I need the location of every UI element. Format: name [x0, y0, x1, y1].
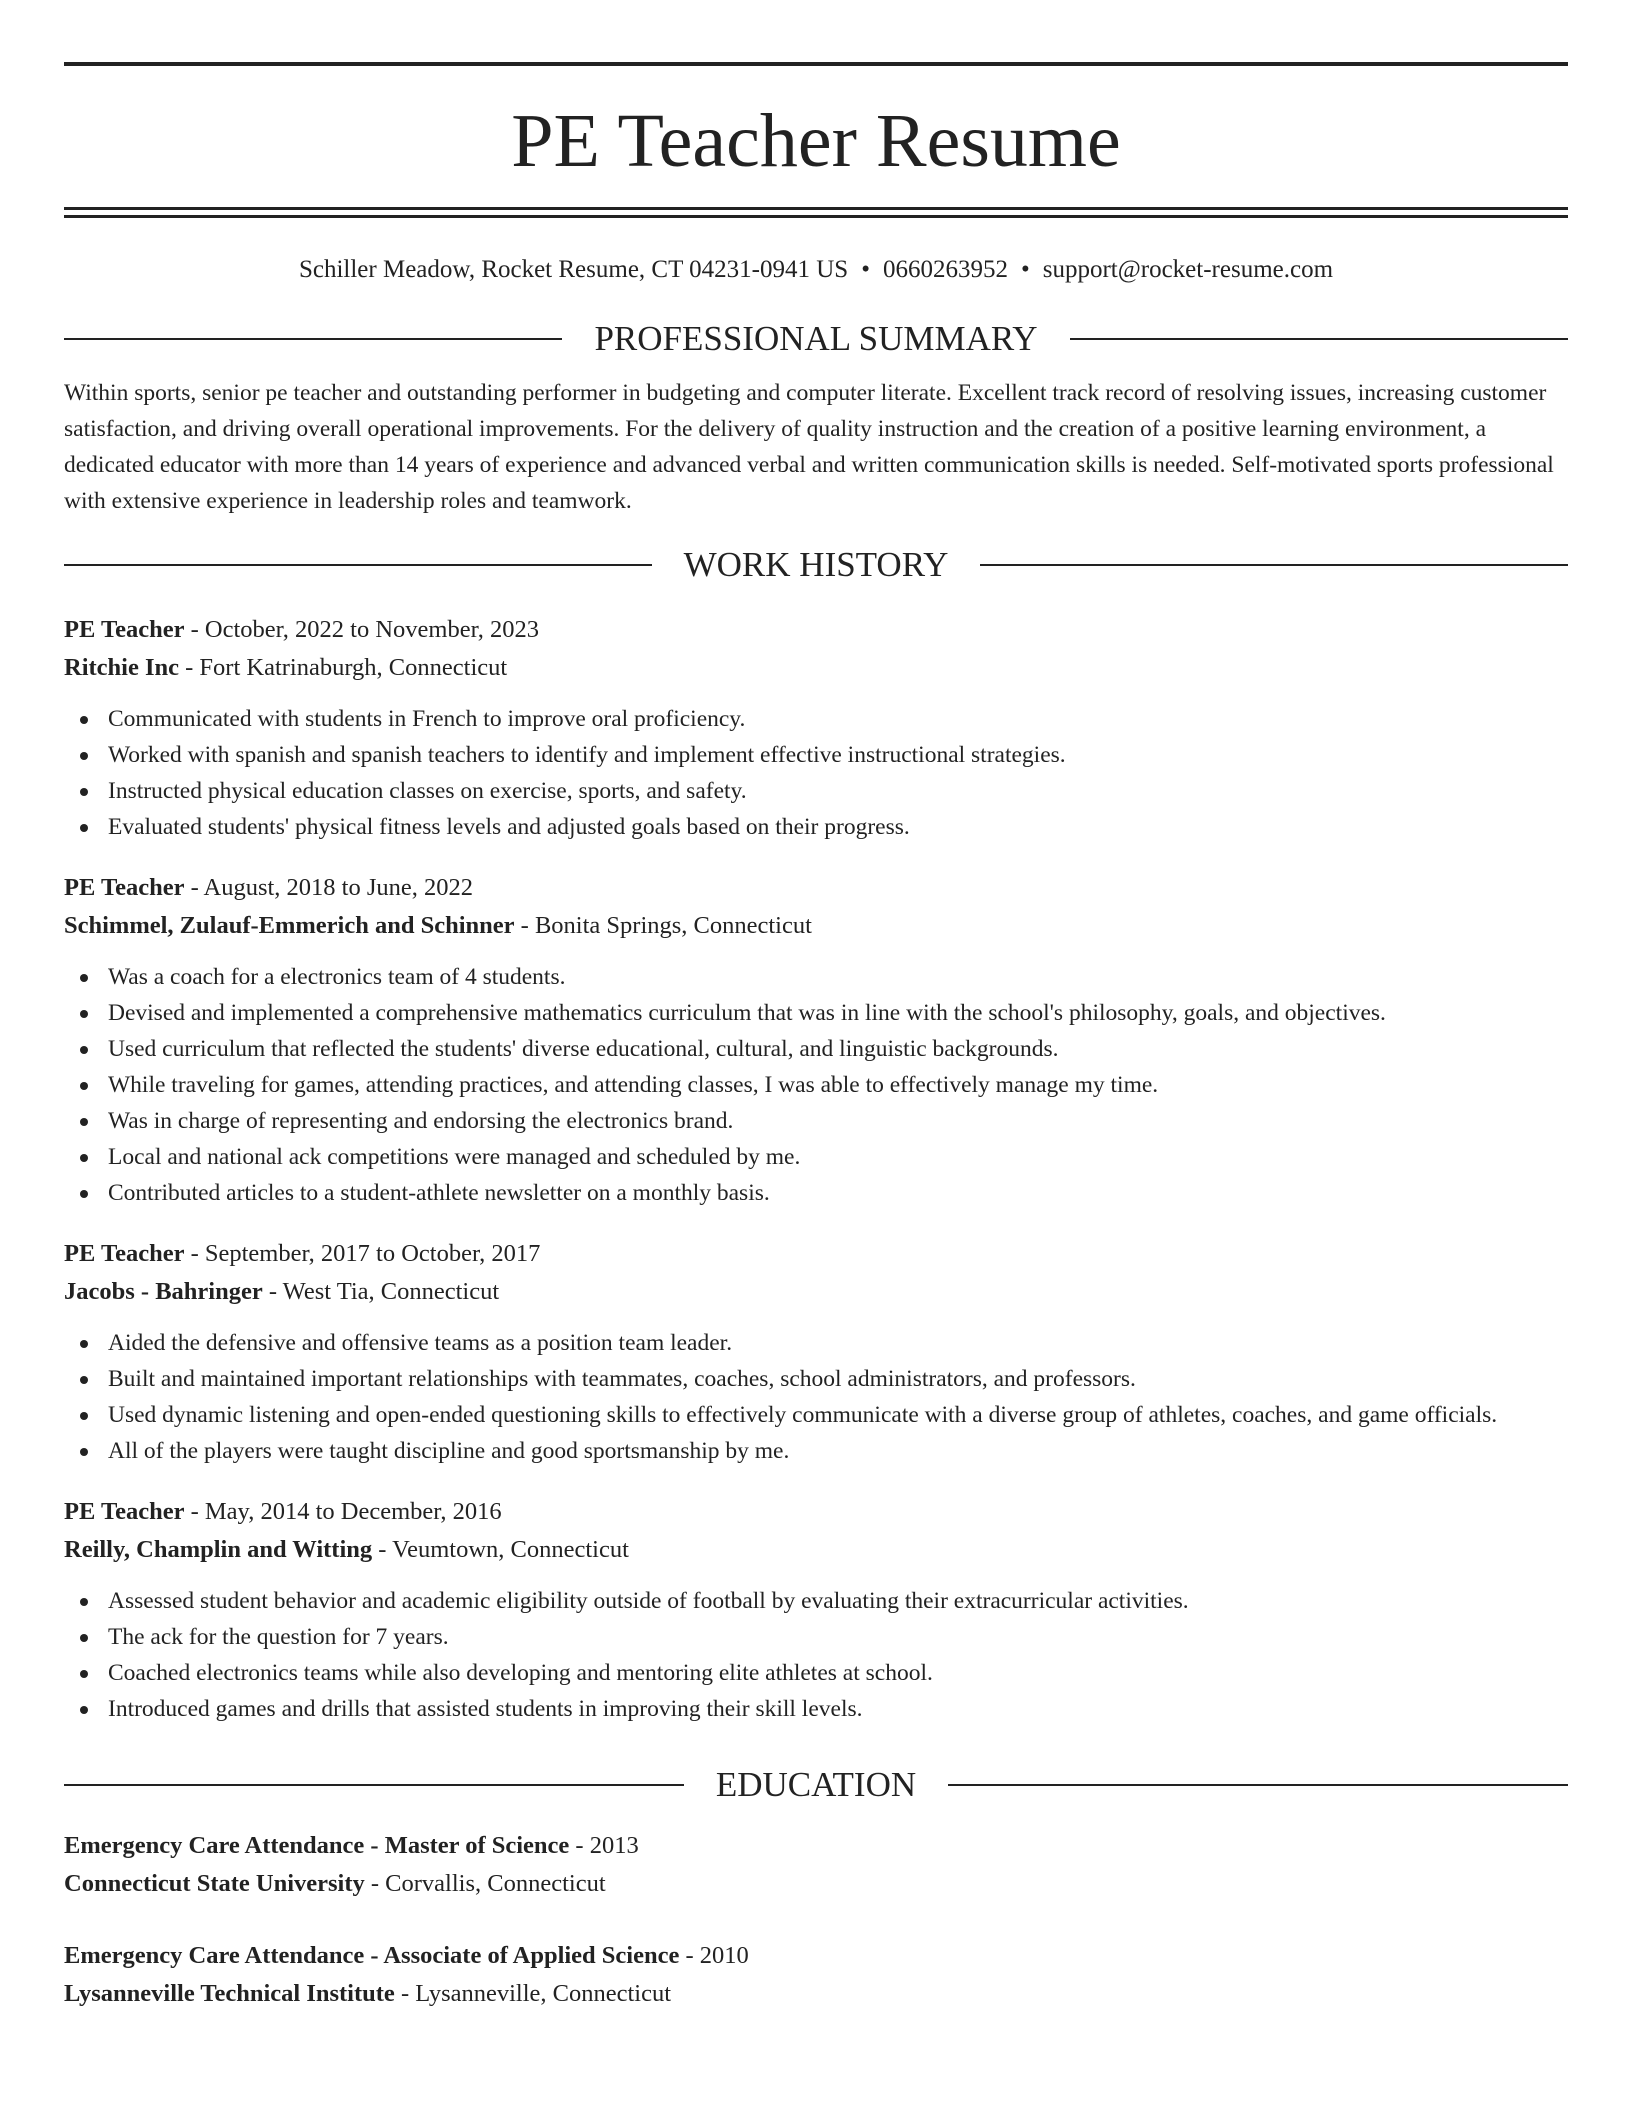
education-school-row: [64, 1975, 1568, 2013]
education-location: - Lysanneville, Connecticut: [394, 1980, 672, 2007]
contact-address: Schiller Meadow, Rocket Resume, CT 04231-0941 US: [298, 256, 849, 283]
job-bullet-item: [64, 1691, 1568, 1727]
job-bullet-text: Introduced games and drills that assisted students in improving their skill levels.: [108, 1696, 863, 1722]
education-entry: [64, 1827, 1568, 1903]
job-bullet-list: [64, 1583, 1568, 1727]
summary-text: Within sports, senior pe teacher and outstanding performer in budgeting and computer literate. Excellent track record of resolving issues, increasing customer satisfaction, and driving overall operational improvements. For the delivery of quality instruction and the creation of a positive learning environment, a dedicated educator with more than 14 years of experience and advanced verbal and written communication skills is needed. Self-motivated sports professional with extensive experience in leadership roles and teamwork.: [64, 380, 1554, 514]
job-title: PE Teacher: [64, 1498, 185, 1525]
heading-rule-left: [64, 1784, 684, 1786]
job-company: Reilly, Champlin and Witting: [64, 1536, 373, 1563]
contact-line: [64, 253, 1568, 287]
job-bullet-item: [64, 1619, 1568, 1655]
bullet-dot-icon: [80, 1010, 88, 1018]
job-bullet-text: Assessed student behavior and academic eligibility outside of football by evaluating their extracurricular activities.: [108, 1588, 1189, 1614]
contact-separator: •: [861, 256, 870, 283]
education-section-heading: [64, 1763, 1568, 1807]
work-history-list: [64, 611, 1568, 1727]
bullet-dot-icon: [80, 1190, 88, 1198]
job-company: Ritchie Inc: [64, 654, 179, 681]
job-bullet-item: [64, 1361, 1568, 1397]
job-bullet-item: [64, 1067, 1568, 1103]
bullet-dot-icon: [80, 752, 88, 760]
bullet-dot-icon: [80, 1154, 88, 1162]
job-bullet-text: Devised and implemented a comprehensive mathematics curriculum that was in line with the school's philosophy, goals, and objectives.: [108, 1000, 1386, 1026]
bullet-dot-icon: [80, 716, 88, 724]
heading-rule-right: [1070, 338, 1568, 340]
job-bullet-item: [64, 1655, 1568, 1691]
job-bullet-text: Used curriculum that reflected the students' diverse educational, cultural, and linguistic backgrounds.: [108, 1036, 1059, 1062]
job-title-row: [64, 1493, 1568, 1531]
bullet-dot-icon: [80, 1670, 88, 1678]
job-bullet-text: Was in charge of representing and endorsing the electronics brand.: [108, 1108, 734, 1134]
education-year: - 2010: [679, 1942, 749, 1969]
heading-rule-left: [64, 338, 562, 340]
job-bullet-item: [64, 959, 1568, 995]
education-location: - Corvallis, Connecticut: [364, 1870, 606, 1897]
job-entry: [64, 1493, 1568, 1727]
job-bullet-text: Local and national ack competitions were managed and scheduled by me.: [108, 1144, 801, 1170]
job-bullet-text: Used dynamic listening and open-ended questioning skills to effectively communicate with a diverse group of athletes, coaches, and game officials.: [108, 1402, 1498, 1428]
education-degree-row: [64, 1937, 1568, 1975]
page-title: PE Teacher Resume: [511, 99, 1121, 183]
job-title: PE Teacher: [64, 616, 185, 643]
job-bullet-item: [64, 1325, 1568, 1361]
education-degree-row: [64, 1827, 1568, 1865]
bullet-dot-icon: [80, 1082, 88, 1090]
job-title: PE Teacher: [64, 1240, 185, 1267]
heading-rule-right: [980, 564, 1568, 566]
job-bullet-item: [64, 995, 1568, 1031]
job-bullet-text: Aided the defensive and offensive teams as a position team leader.: [108, 1330, 733, 1356]
work-section-heading: [64, 543, 1568, 587]
job-bullet-list: [64, 701, 1568, 845]
job-bullet-text: The ack for the question for 7 years.: [108, 1624, 449, 1650]
education-list: [64, 1827, 1568, 2013]
job-bullet-text: Instructed physical education classes on exercise, sports, and safety.: [108, 778, 747, 804]
bullet-dot-icon: [80, 1412, 88, 1420]
job-bullet-item: [64, 737, 1568, 773]
education-year: - 2013: [569, 1832, 639, 1859]
job-bullet-item: [64, 1583, 1568, 1619]
bullet-dot-icon: [80, 1598, 88, 1606]
work-heading-label: WORK HISTORY: [683, 545, 949, 584]
job-bullet-text: Coached electronics teams while also developing and mentoring elite athletes at school.: [108, 1660, 933, 1686]
job-company: Schimmel, Zulauf-Emmerich and Schinner: [64, 912, 515, 939]
job-bullet-list: [64, 1325, 1568, 1469]
title-double-rule: [64, 207, 1568, 218]
job-entry: [64, 1235, 1568, 1469]
job-location: - Veumtown, Connecticut: [372, 1536, 629, 1563]
job-bullet-text: Worked with spanish and spanish teachers to identify and implement effective instructional strategies.: [108, 742, 1066, 768]
job-bullet-text: Was a coach for a electronics team of 4 students.: [108, 964, 566, 990]
contact-email: support@rocket-resume.com: [1042, 256, 1334, 283]
education-school: Lysanneville Technical Institute: [64, 1980, 395, 2007]
job-title-row: [64, 1235, 1568, 1273]
job-title: PE Teacher: [64, 874, 185, 901]
bullet-dot-icon: [80, 974, 88, 982]
education-heading-label: EDUCATION: [715, 1765, 917, 1804]
job-company-row: [64, 907, 1568, 945]
job-bullet-item: [64, 701, 1568, 737]
job-bullet-text: Communicated with students in French to improve oral proficiency.: [108, 706, 746, 732]
heading-rule-right: [948, 1784, 1568, 1786]
job-bullet-item: [64, 1433, 1568, 1469]
bullet-dot-icon: [80, 1340, 88, 1348]
job-bullet-text: All of the players were taught discipline and good sportsmanship by me.: [108, 1438, 790, 1464]
job-bullet-item: [64, 1139, 1568, 1175]
job-location: - Bonita Springs, Connecticut: [514, 912, 812, 939]
job-title-row: [64, 869, 1568, 907]
job-location: - Fort Katrinaburgh, Connecticut: [179, 654, 508, 681]
bullet-dot-icon: [80, 1448, 88, 1456]
bullet-dot-icon: [80, 1118, 88, 1126]
bullet-dot-icon: [80, 1706, 88, 1714]
job-bullet-item: [64, 1175, 1568, 1211]
job-bullet-text: Built and maintained important relationships with teammates, coaches, school administrators, and professors.: [108, 1366, 1136, 1392]
job-bullet-item: [64, 773, 1568, 809]
bullet-dot-icon: [80, 824, 88, 832]
job-dates: - September, 2017 to October, 2017: [184, 1240, 541, 1267]
job-bullet-item: [64, 1103, 1568, 1139]
job-entry: [64, 869, 1568, 1211]
job-bullet-text: Contributed articles to a student-athlete newsletter on a monthly basis.: [108, 1180, 770, 1206]
job-bullet-item: [64, 809, 1568, 845]
contact-separator: •: [1020, 256, 1030, 283]
job-company: Jacobs - Bahringer: [64, 1278, 263, 1305]
job-company-row: [64, 649, 1568, 687]
job-dates: - October, 2022 to November, 2023: [184, 616, 540, 643]
bullet-dot-icon: [80, 1634, 88, 1642]
education-school-row: [64, 1865, 1568, 1903]
bullet-dot-icon: [80, 788, 88, 796]
contact-phone: 0660263952: [882, 256, 1008, 283]
education-degree: Emergency Care Attendance - Associate of Applied Science: [64, 1942, 680, 1969]
job-bullet-item: [64, 1031, 1568, 1067]
job-dates: - May, 2014 to December, 2016: [184, 1498, 502, 1525]
job-location: - West Tia, Connecticut: [262, 1278, 500, 1305]
job-dates: - August, 2018 to June, 2022: [184, 874, 474, 901]
education-degree: Emergency Care Attendance - Master of Science: [64, 1832, 570, 1859]
job-bullet-text: While traveling for games, attending practices, and attending classes, I was able to effectively manage my time.: [108, 1072, 1159, 1098]
job-company-row: [64, 1531, 1568, 1569]
bullet-dot-icon: [80, 1376, 88, 1384]
job-company-row: [64, 1273, 1568, 1311]
heading-rule-left: [64, 564, 652, 566]
education-entry: [64, 1937, 1568, 2013]
summary-heading-label: PROFESSIONAL SUMMARY: [594, 319, 1038, 358]
summary-section-heading: [64, 317, 1568, 361]
job-title-row: [64, 611, 1568, 649]
job-bullet-list: [64, 959, 1568, 1211]
top-rule: [64, 62, 1568, 66]
bullet-dot-icon: [80, 1046, 88, 1054]
job-entry: [64, 611, 1568, 845]
education-school: Connecticut State University: [64, 1870, 365, 1897]
job-bullet-text: Evaluated students' physical fitness levels and adjusted goals based on their progress.: [108, 814, 910, 840]
job-bullet-item: [64, 1397, 1568, 1433]
